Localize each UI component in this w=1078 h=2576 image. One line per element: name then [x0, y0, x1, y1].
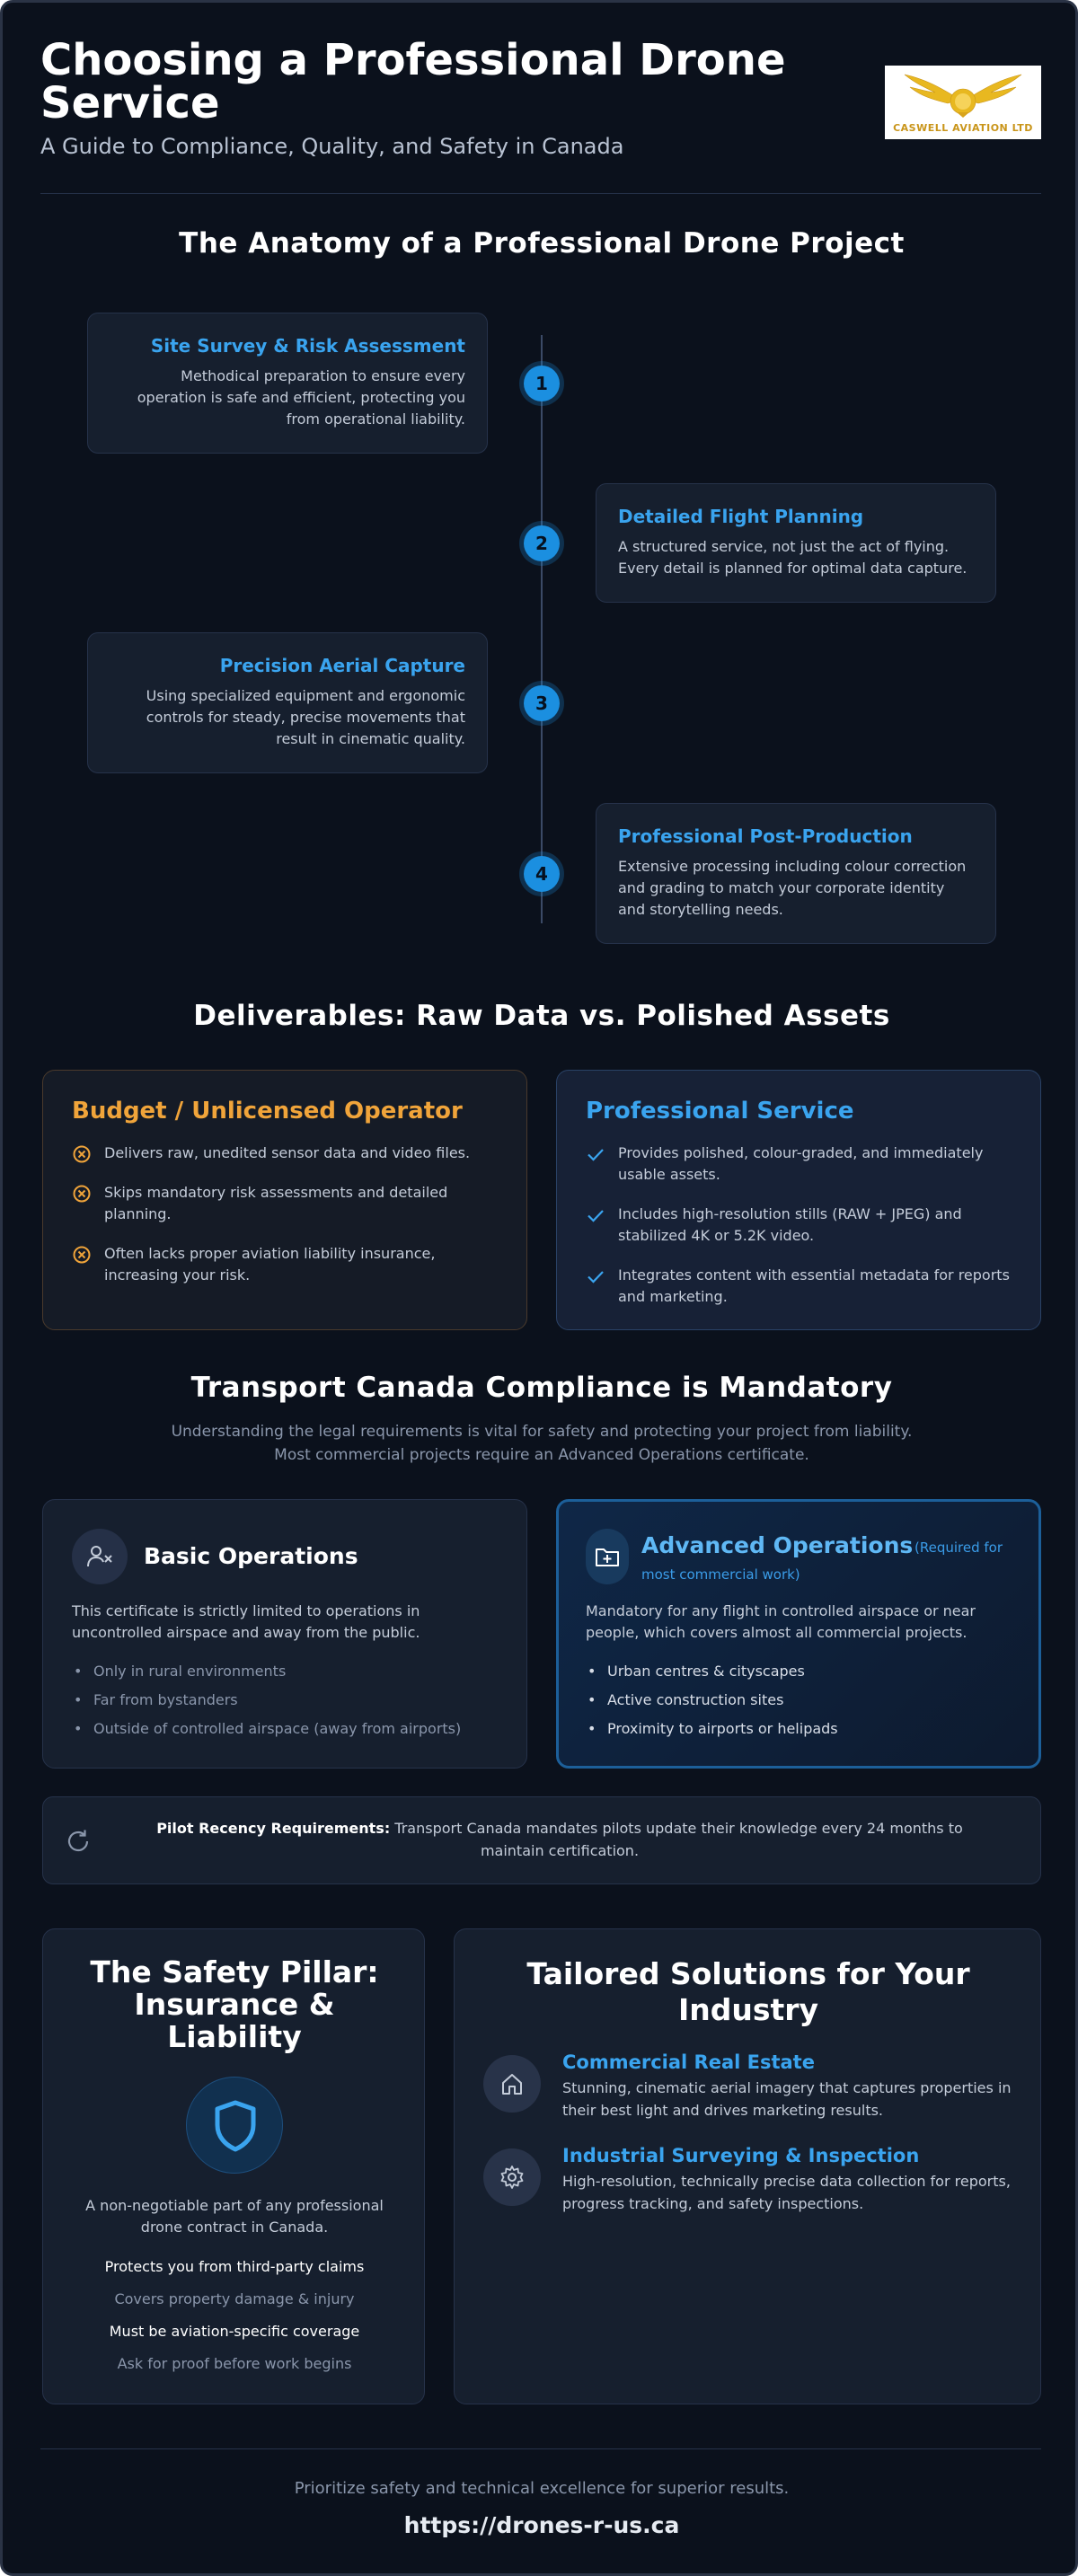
folder-plus-icon [586, 1529, 629, 1584]
budget-item-text: Skips mandatory risk assessments and detailed planning. [104, 1184, 448, 1222]
basic-ops-title: Basic Operations [144, 1543, 358, 1569]
header-divider [40, 193, 1041, 194]
safety-title [61, 1956, 408, 2053]
step-title: Detailed Flight Planning [618, 506, 864, 527]
list-item: • Only in rural environments [72, 1662, 503, 1681]
recency-text [142, 1817, 977, 1862]
user-x-icon [72, 1529, 128, 1584]
budget-item [72, 1142, 498, 1164]
budget-item-text: Often lacks proper aviation liability insurance, increasing your risk. [104, 1245, 436, 1284]
safety-point: Protects you from third-party claims [104, 2258, 365, 2275]
advanced-ops-desc: Mandatory for any flight in controlled airspace or near people, which covers almost all commercial projects. [586, 1602, 976, 1641]
check-icon [586, 1266, 605, 1286]
pro-heading: Professional Service [586, 1098, 854, 1125]
shield-icon [186, 2077, 283, 2174]
step-number-3: 3 [524, 685, 560, 721]
compliance-intro: Understanding the legal requirements is vital for safety and protecting your project from liability. Most commercial projects require an Advanced Operations certificate. [171, 1423, 913, 1464]
advanced-ops-note-cont: most commercial work) [641, 1566, 800, 1583]
advanced-ops-title: Advanced Operations [641, 1532, 914, 1558]
list-item: • Outside of controlled airspace (away from airports) [72, 1719, 503, 1739]
step-card-4 [596, 803, 996, 944]
safety-point: Covers property damage & injury [114, 2290, 355, 2307]
step-title: Professional Post-Production [618, 825, 913, 847]
step-title: Precision Aerial Capture [219, 655, 465, 676]
budget-item [72, 1243, 498, 1286]
recency-body: Transport Canada mandates pilots update their knowledge every 24 months to maintain certification. [390, 1820, 963, 1859]
check-icon [586, 1144, 605, 1164]
industry-title-line: Tailored Solutions for Your [526, 1956, 970, 1991]
safety-title-line: Insurance & [134, 1987, 335, 2022]
compliance-title: Transport Canada Compliance is Mandatory [190, 1372, 893, 1404]
pro-item-text: Provides polished, colour-graded, and immediately usable assets. [618, 1144, 984, 1183]
industry-name: Industrial Surveying & Inspection [562, 2145, 920, 2166]
safety-desc: A non-negotiable part of any professional drone contract in Canada. [85, 2197, 384, 2236]
check-icon [586, 1205, 605, 1225]
list-item: • Urban centres & cityscapes [586, 1662, 1017, 1681]
pro-item-text: Includes high-resolution stills (RAW + JPEG) and stabilized 4K or 5.2K video. [618, 1205, 962, 1244]
safety-pillar-card [42, 1928, 425, 2404]
industry-name: Commercial Real Estate [562, 2051, 815, 2073]
footer-tagline: Prioritize safety and technical excellence for superior results. [294, 2479, 790, 2498]
step-desc: Using specialized equipment and ergonomic controls for steady, precise movements that result in cinematic quality. [146, 687, 465, 747]
anatomy-title: The Anatomy of a Professional Drone Project [179, 227, 905, 260]
step-desc: A structured service, not just the act of flying. Every detail is planned for optimal data capture. [618, 538, 968, 577]
x-circle-icon [72, 1184, 92, 1204]
recency-label: Pilot Recency Requirements: [156, 1820, 391, 1837]
budget-item [72, 1182, 498, 1225]
budget-item-text: Delivers raw, unedited sensor data and video files. [104, 1144, 471, 1161]
step-number-4: 4 [524, 856, 560, 892]
basic-ops-list [72, 1662, 503, 1748]
company-logo [885, 66, 1041, 139]
footer-divider [40, 2448, 1041, 2449]
step-number-2: 2 [524, 525, 560, 561]
industry-desc: High-resolution, technically precise data collection for reports, progress tracking, and safety inspections. [562, 2173, 1011, 2212]
safety-title-line: The Safety Pillar: [90, 1954, 379, 1989]
pro-item [586, 1265, 1012, 1308]
home-icon [483, 2055, 541, 2113]
x-circle-icon [72, 1144, 92, 1164]
gear-icon [483, 2148, 541, 2206]
safety-point: Ask for proof before work begins [117, 2355, 352, 2372]
footer-url-link[interactable]: https://drones-r-us.ca [403, 2512, 680, 2538]
step-desc: Extensive processing including colour correction and grading to match your corporate identity and storytelling needs. [618, 858, 967, 918]
pilot-recency-banner [42, 1796, 1041, 1884]
step-card-2 [596, 483, 996, 603]
advanced-ops-note: (Required for [915, 1539, 1003, 1556]
list-item: • Proximity to airports or helipads [586, 1719, 1017, 1739]
step-desc: Methodical preparation to ensure every operation is safe and efficient, protecting you from operational liability. [137, 367, 465, 428]
page-subtitle: A Guide to Compliance, Quality, and Safety in Canada [40, 134, 624, 159]
budget-heading: Budget / Unlicensed Operator [72, 1098, 463, 1125]
step-number-1: 1 [524, 366, 560, 401]
industry-title-line: Industry [677, 1992, 819, 2027]
step-title: Site Survey & Risk Assessment [150, 335, 465, 357]
industry-solutions-card [454, 1928, 1041, 2404]
basic-ops-desc: This certificate is strictly limited to operations in uncontrolled airspace and away from the public. [72, 1602, 420, 1641]
x-circle-icon [72, 1245, 92, 1265]
industry-desc: Stunning, cinematic aerial imagery that captures properties in their best light and drives marketing results. [562, 2079, 1012, 2119]
advanced-ops-list [586, 1662, 1017, 1748]
safety-title-line: Liability [167, 2019, 302, 2054]
list-item: • Active construction sites [586, 1690, 1017, 1710]
step-card-1 [87, 313, 488, 454]
list-item: • Far from bystanders [72, 1690, 503, 1710]
pro-item [586, 1142, 1012, 1186]
deliverables-title: Deliverables: Raw Data vs. Polished Assets [193, 1000, 890, 1032]
pro-item [586, 1204, 1012, 1247]
professional-service-card [556, 1070, 1041, 1330]
logo-text: CASWELL AVIATION LTD [893, 122, 1033, 134]
safety-point: Must be aviation-specific coverage [109, 2323, 360, 2340]
pro-item-text: Integrates content with essential metadata for reports and marketing. [618, 1266, 1010, 1305]
step-card-3 [87, 632, 488, 773]
page-title: Choosing a Professional Drone Service [40, 35, 786, 128]
budget-operator-card [42, 1070, 527, 1330]
refresh-icon [65, 1828, 92, 1855]
timeline-line [541, 335, 543, 923]
basic-operations-card [42, 1499, 527, 1769]
advanced-operations-card [556, 1499, 1041, 1769]
industry-title [482, 1956, 1015, 2028]
